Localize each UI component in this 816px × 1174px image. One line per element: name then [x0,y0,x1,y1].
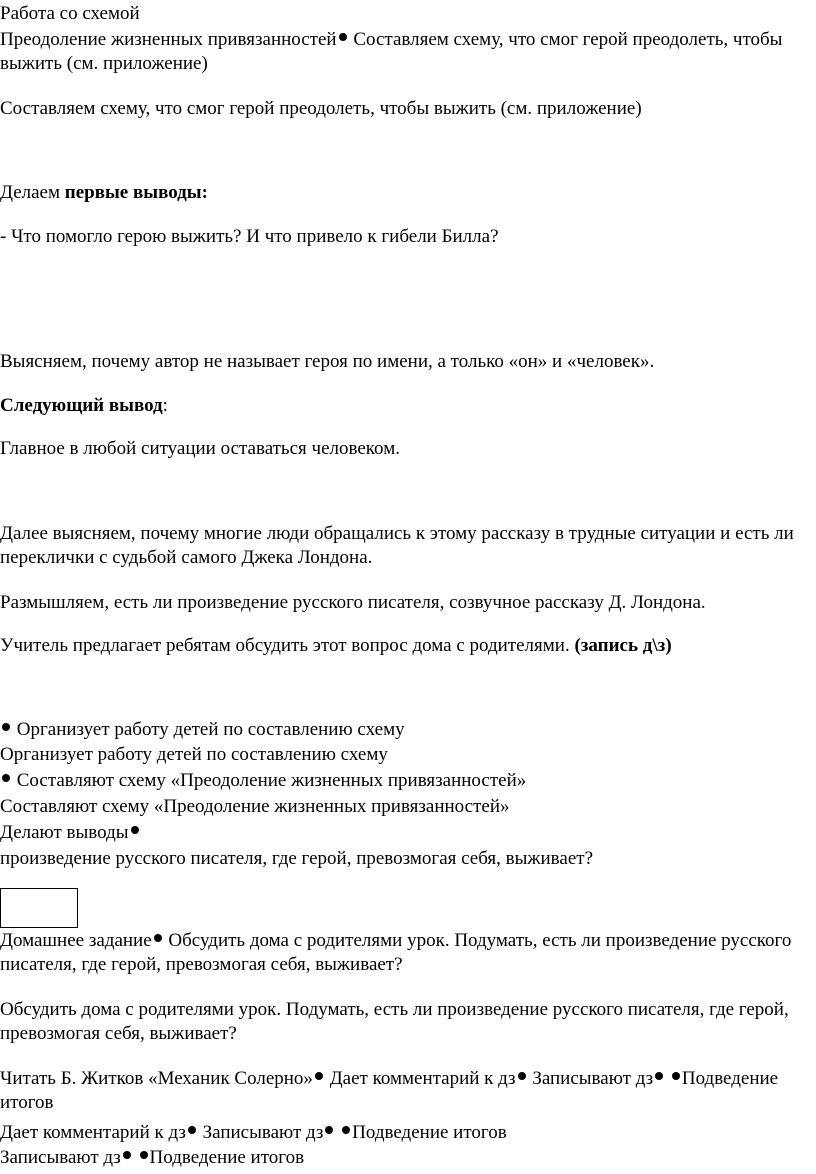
bullet-icon [342,1126,350,1134]
text-comment: Дает комментарий к дз Записывают дз Подведение итогов [0,1122,507,1143]
bullet-icon [154,934,162,942]
bullet-icon [325,1126,333,1134]
paragraph-overcoming: Преодоление жизненных привязанностей Составляем схему, что смог герой преодолеть, чтобы выжить (см. приложение) [0,29,783,74]
paragraph-author: Выясняем, почему автор не называет героя по имени, а только «он» и «человек». [0,351,655,372]
text-conclusions: Делают выводы [0,821,812,845]
bullet-icon [123,1151,131,1159]
bullet-icon [518,1072,526,1080]
text-organizes: Организует работу детей по составлению схему [0,744,388,765]
bullet-icon [188,1126,196,1134]
paragraph-london: Далее выясняем, почему многие люди обращались к этому рассказу в трудные ситуации и есть ли переклички с судьбой самого Джека Лондона. [0,523,794,568]
question-survival: - Что помогло герою выжить? И что привело к гибели Билла? [0,226,499,247]
bullet-icon [140,1151,148,1159]
bullet-icon [339,33,347,41]
paragraph-scheme: Составляем схему, что смог герой преодолеть, чтобы выжить (см. приложение) [0,98,642,119]
paragraph-homework: Домашнее задание Обсудить дома с родителями урок. Подумать, есть ли произведение русского писателя, где герой, превозмогая себя, выживает? [0,930,792,975]
empty-table-cell [0,888,78,928]
bullet-compose: Составляют схему «Преодоление жизненных привязанностей» [0,769,812,793]
text-compose: Составляют схему «Преодоление жизненных привязанностей» [0,796,510,817]
paragraph-conclusions: Делаем первые выводы: [0,182,208,203]
text-record: Записывают дз Подведение итогов [0,1147,305,1168]
bullet-icon [2,774,10,782]
paragraph-next-conclusion: Следующий вывод: [0,395,168,416]
paragraph-russian-writer: Размышляем, есть ли произведение русского писателя, созвучное рассказу Д. Лондона. [0,592,706,613]
bullet-icon [672,1072,680,1080]
bullet-icon [2,723,10,731]
bullet-icon [131,826,139,834]
paragraph-reading: Читать Б. Житков «Механик Солерно» Дает комментарий к дз Записывают дз Подведение итогов [0,1068,779,1113]
paragraph-teacher: Учитель предлагает ребятам обсудить этот вопрос дома с родителями. (запись д\з) [0,635,672,656]
bullet-icon [655,1072,663,1080]
text-russian-hero: произведение русского писателя, где герой, превозмогая себя, выживает? [0,848,593,869]
section-title: Работа со схемой [0,3,140,24]
paragraph-discuss: Обсудить дома с родителями урок. Подумать, есть ли произведение русского писателя, где герой, превозмогая себя, выживает? [0,999,789,1044]
paragraph-main-idea: Главное в любой ситуации оставаться человеком. [0,438,400,459]
bullet-organizes: Организует работу детей по составлению схему [0,718,812,742]
bullet-icon [315,1072,323,1080]
